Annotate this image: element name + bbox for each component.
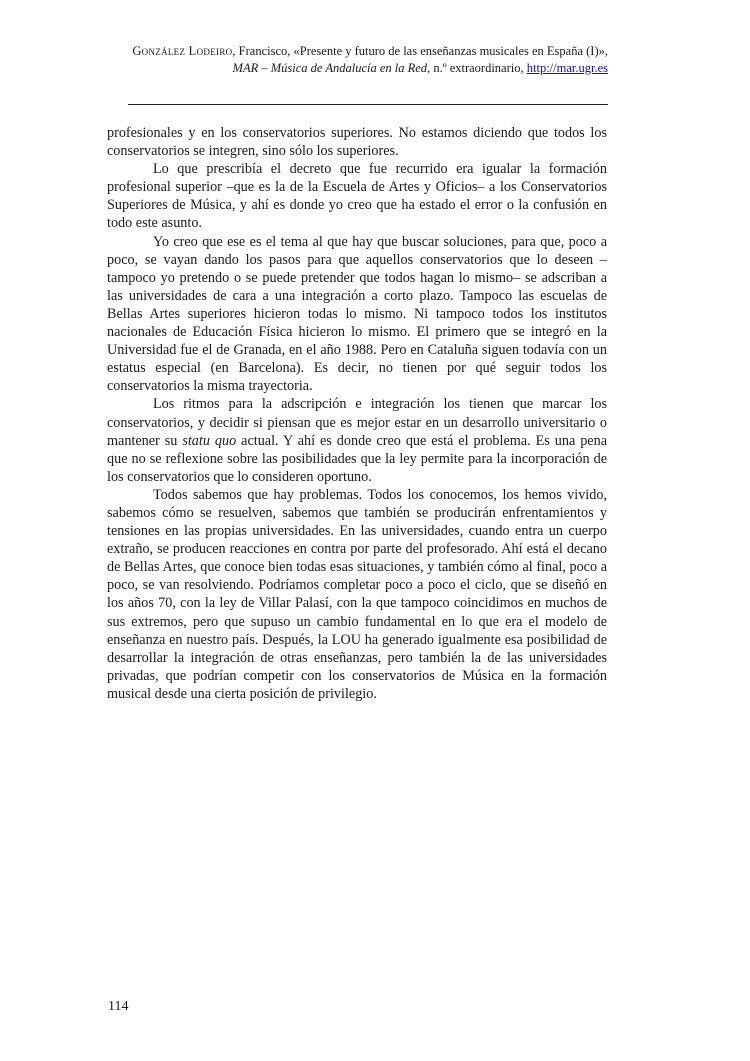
issue-info: , n.º extraordinario, bbox=[427, 61, 527, 75]
page-number: 114 bbox=[108, 999, 129, 1014]
author-name: González Lodeiro bbox=[132, 44, 233, 58]
citation-line-1 bbox=[108, 43, 608, 60]
citation-title: , Francisco, «Presente y futuro de las enseñanzas musicales en España (I)», bbox=[232, 44, 608, 58]
journal-name: MAR – Música de Andalucía en la Red bbox=[232, 61, 428, 75]
paragraph-text: actual. Y ahí es donde creo que está el problema. Es una pena que no se reflexione sobre las posibilidades que la ley permite para la incorporación de los conservatorios que lo consideren oportuno. bbox=[107, 432, 607, 485]
header-rule bbox=[128, 104, 608, 105]
paragraph-text: Los ritmos para la adscripción e integración los tienen que marcar los conservatorios, y decidir si piensan que es mejor estar en un desarrollo universitario o mantener su bbox=[107, 396, 607, 449]
citation-line-2 bbox=[108, 60, 608, 77]
paragraph-continuation: profesionales y en los conservatorios superiores. No estamos diciendo que todos los conservatorios se integren, sino sólo los superiores. bbox=[107, 125, 607, 160]
paragraph: Yo creo que ese es el tema al que hay que buscar soluciones, para que, poco a poco, se vayan dando los pasos para que aquellos conservatorios que lo deseen –tampoco yo pretendo o se puede pretender que todos hagan lo mismo– se adscriban a las universidades de cara a una integración a corto plazo. Tampoco las escuelas de Bellas Artes superiores hicieron todas lo mismo. Ni tampoco todos los institutos nacionales de Educación Física hicieron lo mismo. El primero que se integró en la Universidad fue el de Granada, en el año 1988. Pero en Cataluña siguen todavía con un estatus especial (en Barcelona). Es decir, no tienen por qué seguir todos los conservatorios la misma trayectoria. bbox=[107, 233, 607, 395]
journal-link[interactable]: http://mar.ugr.es bbox=[526, 61, 608, 75]
article-body bbox=[107, 124, 607, 703]
paragraph: Todos sabemos que hay problemas. Todos los conocemos, los hemos vivido, sabemos cómo se resuelven, sabemos que también se producirán enfrentamientos y tensiones en las propias universidades. En las universidades, cuando entra un cuerpo extraño, se producen reacciones en contra por parte del profesorado. Ahí está el decano de Bellas Artes, que conoce bien todas esas situaciones, y también cómo al final, poco a poco, se van resolviendo. Podríamos completar poco a poco el ciclo, que se diseñó en los años 70, con la ley de Villar Palasí, con la que tampoco coincidimos en muchos de sus extremos, pero que supuso un cambio fundamental en lo que era el modelo de enseñanza en nuestro país. Después, la LOU ha generado igualmente esa posibilidad de desarrollar la integración de otras enseñanzas, pero también la de las universidades privadas, que podrían competir con los conservatorios de Música en la formación musical desde una cierta posición de privilegio. bbox=[107, 486, 607, 702]
running-header bbox=[108, 43, 608, 77]
latin-term: statu quo bbox=[182, 432, 237, 449]
paragraph bbox=[107, 395, 607, 485]
paragraph: Lo que prescribía el decreto que fue recurrido era igualar la formación profesional superior –que es la de la Escuela de Artes y Oficios– a los Conservatorios Superiores de Música, y ahí es donde yo creo que ha estado el error o la confusión en todo este asunto. bbox=[107, 161, 607, 232]
